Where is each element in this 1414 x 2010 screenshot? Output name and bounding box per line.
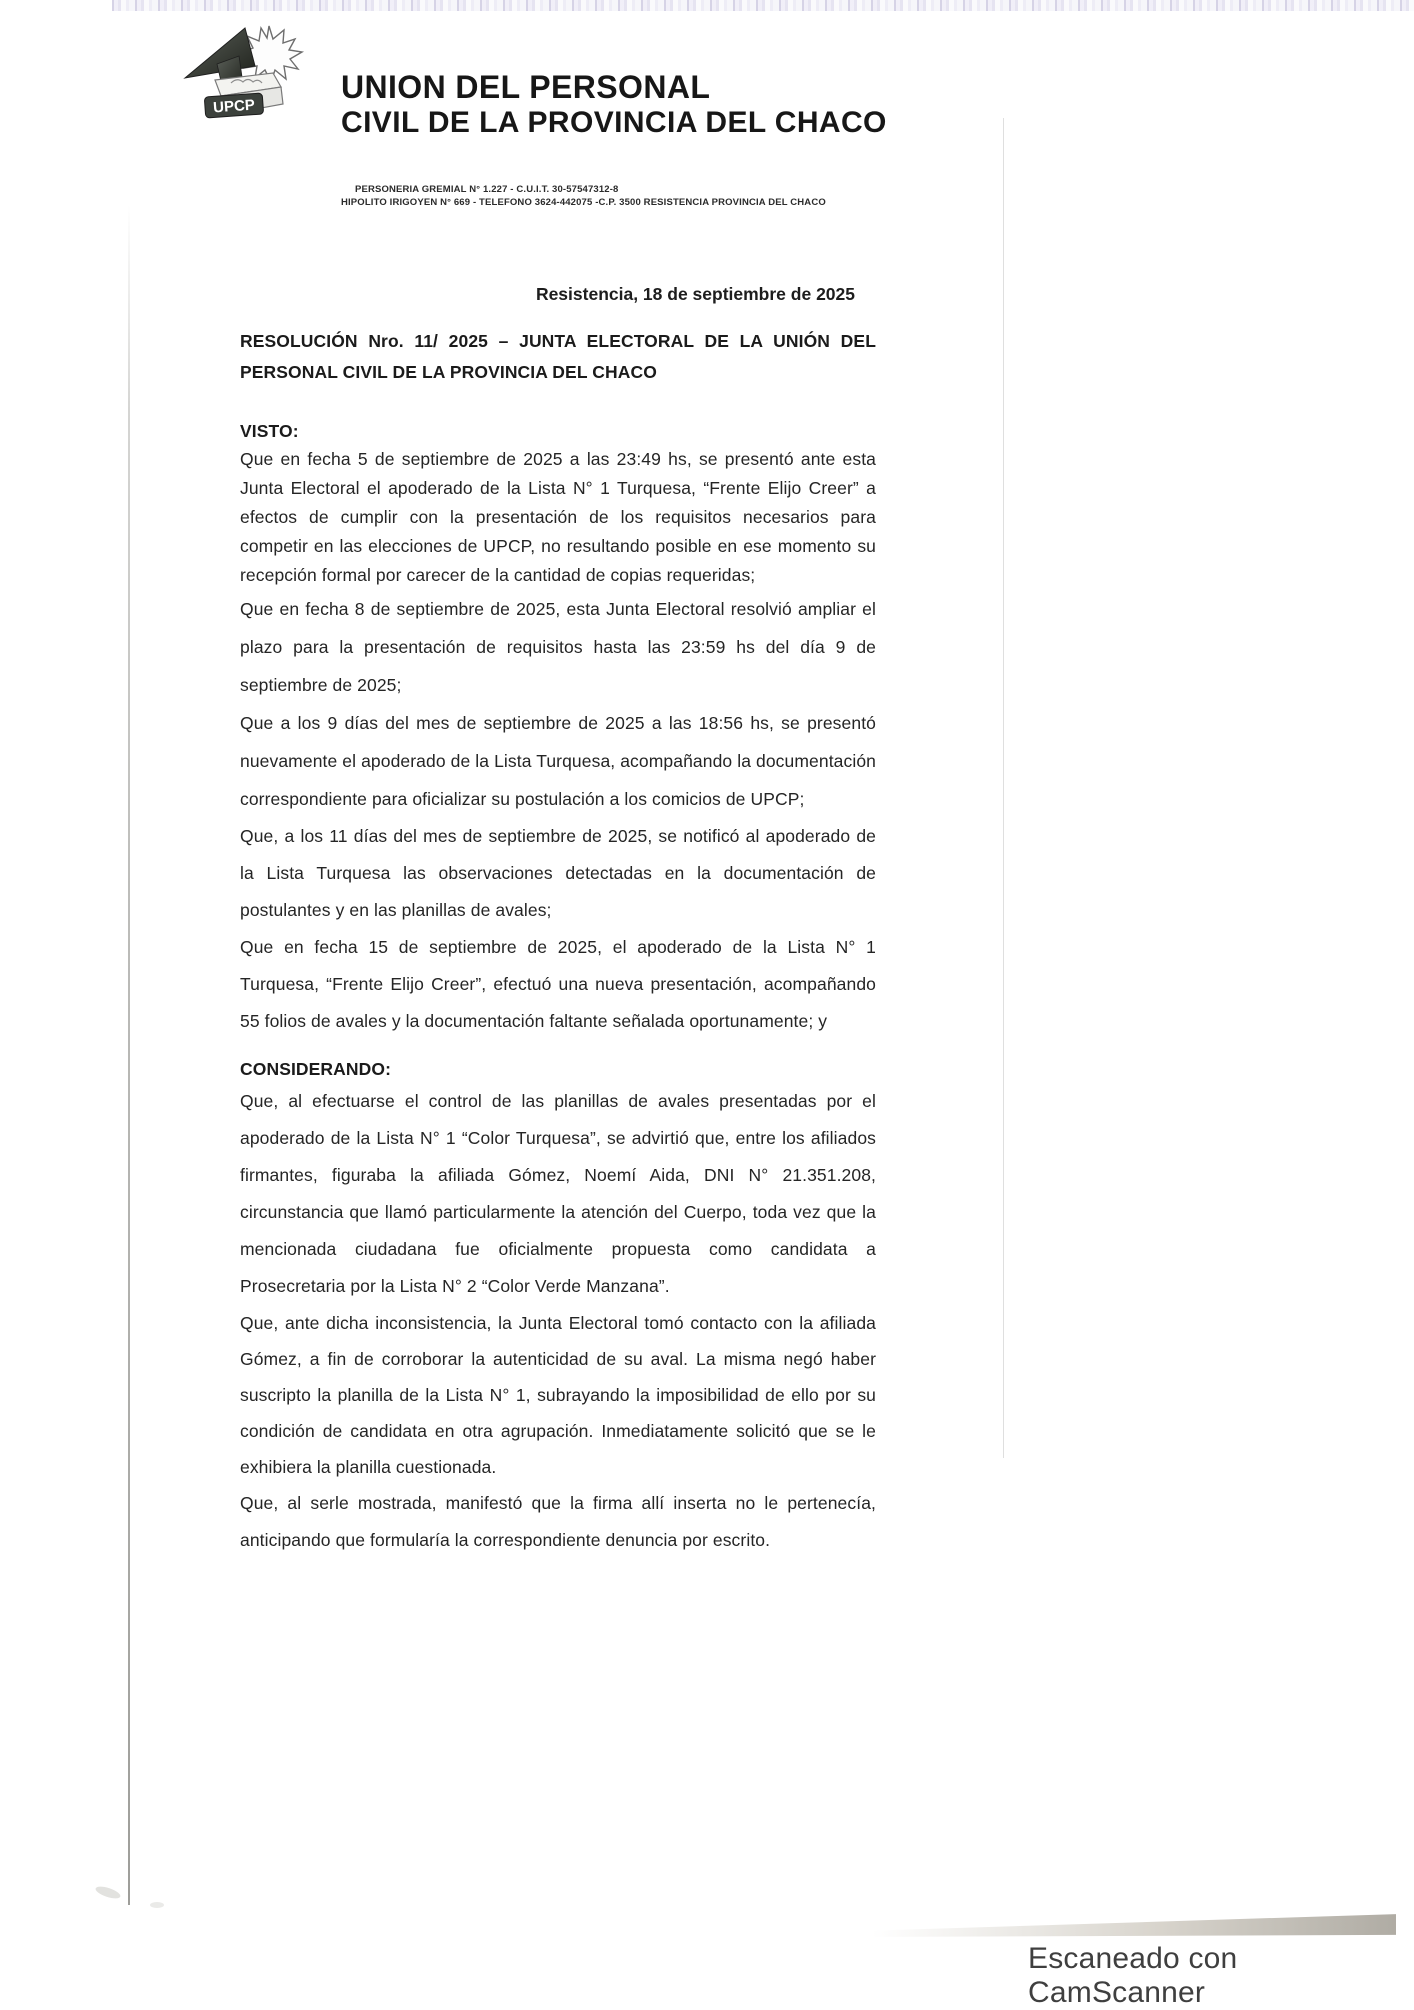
scan-page-edge-left xyxy=(128,205,130,1905)
considerando-paragraph: Que, ante dicha inconsistencia, la Junta Electoral tomó contacto con la afiliada Gómez, a fin de corroborar la autenticidad de su aval. La misma negó haber suscripto la planilla de la Lista N° 1, subrayando la imposibilidad de ello por su condición de candidata en otra agrupación. Inmediatamente solicitó que se le exhibiera la planilla cuestionada. xyxy=(240,1313,876,1477)
org-name-line1: UNION DEL PERSONAL xyxy=(341,69,711,105)
document-body xyxy=(240,326,876,1559)
org-fine-print xyxy=(341,184,826,209)
scan-speck xyxy=(150,1902,164,1908)
visto-heading: VISTO: xyxy=(240,421,299,441)
considerando-paragraph: Que, al efectuarse el control de las planillas de avales presentadas por el apoderado de la Lista N° 1 “Color Turquesa”, se advirtió que, entre los afiliados firmantes, figuraba la afiliada Gómez, Noemí Aida, DNI N° 21.351.208, circunstancia que llamó particularmente la atención del Cuerpo, toda vez que la mencionada ciudadana fue oficialmente propuesta como candidata a Prosecretaria por la Lista N° 2 “Color Verde Manzana”. xyxy=(240,1091,876,1296)
resolution-title: RESOLUCIÓN Nro. 11/ 2025 – JUNTA ELECTORAL DE LA UNIÓN DEL PERSONAL CIVIL DE LA PROVINCIA DEL CHACO xyxy=(240,331,876,382)
org-name-line2: CIVIL DE LA PROVINCIA DEL CHACO xyxy=(341,106,887,139)
fine-print-line1: PERSONERIA GREMIAL N° 1.227 - C.U.I.T. 30-57547312-8 xyxy=(355,184,619,195)
scan-speck xyxy=(94,1884,122,1901)
considerando-heading: CONSIDERANDO: xyxy=(240,1059,392,1079)
fine-print-line2: HIPOLITO IRIGOYEN N° 669 - TELEFONO 3624-442075 -C.P. 3500 RESISTENCIA PROVINCIA DEL CHACO xyxy=(341,196,826,208)
scan-page-edge-right xyxy=(1003,118,1004,1458)
dateline: Resistencia, 18 de septiembre de 2025 xyxy=(535,284,855,304)
upcp-logo-icon xyxy=(183,22,308,120)
camscanner-watermark: Escaneado con CamScanner xyxy=(1028,1942,1238,2009)
scan-noise-band xyxy=(112,0,1414,11)
considerando-paragraph: Que, al serle mostrada, manifestó que la firma allí inserta no le pertenecía, anticipando que formularía la correspondiente denuncia por escrito. xyxy=(240,1493,876,1550)
visto-paragraph: Que, a los 11 días del mes de septiembre de 2025, se notificó al apoderado de la Lista Turquesa las observaciones detectadas en la documentación de postulantes y en las planillas de avales; xyxy=(240,826,876,920)
scan-streak-bottom xyxy=(872,1912,1396,1938)
logo-acronym: UPCP xyxy=(212,96,256,117)
visto-paragraph: Que en fecha 15 de septiembre de 2025, el apoderado de la Lista N° 1 Turquesa, “Frente Elijo Creer”, efectuó una nueva presentación, acompañando 55 folios de avales y la documentación faltante señalada oportunamente; y xyxy=(240,937,876,1031)
visto-paragraph: Que a los 9 días del mes de septiembre de 2025 a las 18:56 hs, se presentó nuevamente el apoderado de la Lista Turquesa, acompañando la documentación correspondiente para oficializar su postulación a los comicios de UPCP; xyxy=(240,713,876,809)
org-name xyxy=(341,70,887,140)
visto-paragraph: Que en fecha 8 de septiembre de 2025, esta Junta Electoral resolvió ampliar el plazo para la presentación de requisitos hasta las 23:59 hs del día 9 de septiembre de 2025; xyxy=(240,599,876,695)
visto-paragraph: Que en fecha 5 de septiembre de 2025 a las 23:49 hs, se presentó ante esta Junta Electoral el apoderado de la Lista N° 1 Turquesa, “Frente Elijo Creer” a efectos de cumplir con la presentación de los requisitos necesarios para competir en las elecciones de UPCP, no resultando posible en ese momento su recepción formal por carecer de la cantidad de copias requeridas; xyxy=(240,449,876,585)
